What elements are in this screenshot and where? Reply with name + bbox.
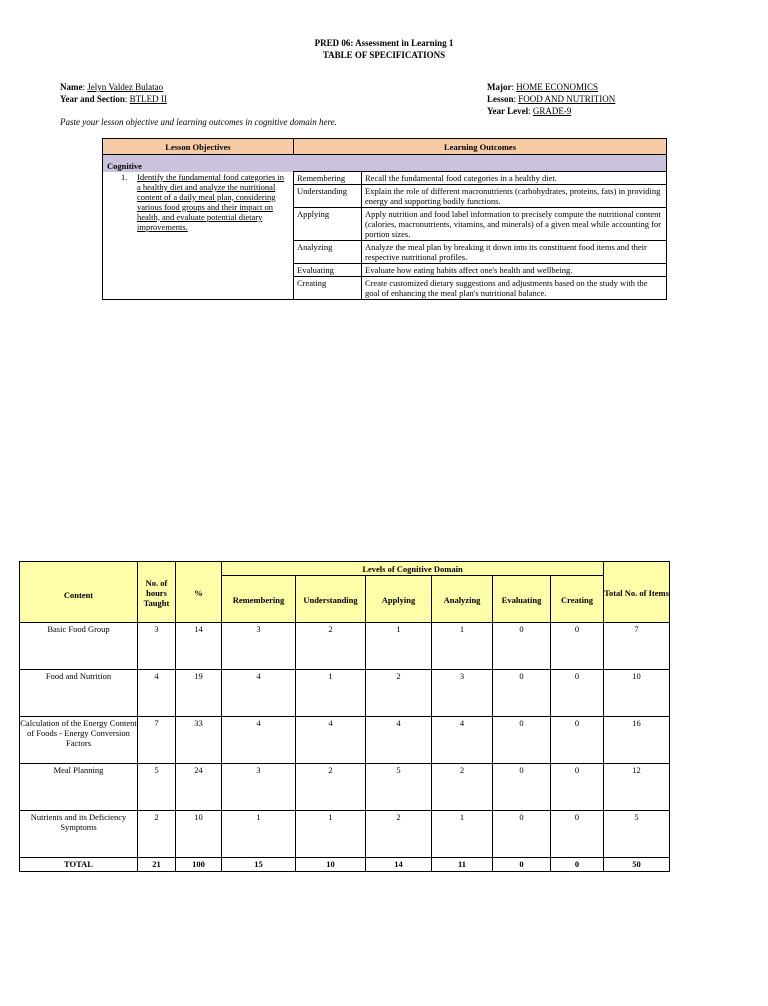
lesson-label: Lesson (487, 94, 514, 104)
row-evaluating: 0 (493, 811, 551, 858)
row-analyzing: 3 (432, 670, 493, 717)
level-header-remembering: Remembering (222, 576, 296, 623)
total-row (20, 858, 670, 872)
objective-text: Identify the fundamental food categories in a healthy diet and analyze the nutritional content of a daily meal plan, considering various food groups and their impact on health, and evaluate potential dietary improvements. (137, 171, 285, 232)
total-label: TOTAL (20, 858, 138, 872)
row-creating: 0 (551, 623, 604, 670)
level-header-applying: Applying (366, 576, 432, 623)
table-row (20, 764, 670, 811)
outcome-text: Create customized dietary suggestions and adjustments based on the study with the goal of enhancing the meal plan's nutritional balance. (362, 277, 667, 300)
row-analyzing: 4 (432, 717, 493, 764)
row-hours: 2 (138, 811, 176, 858)
percent-header: % (176, 562, 222, 623)
student-info (60, 81, 167, 105)
outcome-level: Understanding (294, 185, 362, 208)
total-analyzing: 11 (432, 858, 493, 872)
row-remembering: 3 (222, 764, 296, 811)
row-creating: 0 (551, 764, 604, 811)
row-hours: 5 (138, 764, 176, 811)
section-line: Year and Section: BTLED II (60, 94, 167, 104)
row-content: Basic Food Group (20, 623, 138, 670)
row-remembering: 4 (222, 717, 296, 764)
row-understanding: 1 (296, 811, 366, 858)
row-percent: 19 (176, 670, 222, 717)
row-analyzing: 1 (432, 811, 493, 858)
outcome-level: Applying (294, 208, 362, 241)
level-header-evaluating: Evaluating (493, 576, 551, 623)
row-total: 16 (604, 717, 670, 764)
table-row (20, 623, 670, 670)
row-content: Meal Planning (20, 764, 138, 811)
level-header-analyzing: Analyzing (432, 576, 493, 623)
outcome-text: Explain the role of different macronutrients (carbohydrates, proteins, fats) in providing energy and supporting bodily functions. (362, 185, 667, 208)
hours-header: No. of hours Taught (138, 562, 176, 623)
row-applying: 1 (366, 623, 432, 670)
row-evaluating: 0 (493, 764, 551, 811)
row-hours: 4 (138, 670, 176, 717)
outcomes-header: Learning Outcomes (294, 139, 667, 155)
row-total: 12 (604, 764, 670, 811)
row-total: 5 (604, 811, 670, 858)
total-applying: 14 (366, 858, 432, 872)
objective-number: 1. (121, 171, 128, 182)
level-label: Year Level (487, 106, 529, 116)
table-row (20, 670, 670, 717)
outcome-text: Analyze the meal plan by breaking it down into its constituent food items and their respective nutritional profiles. (362, 241, 667, 264)
row-hours: 7 (138, 717, 176, 764)
total-hours: 21 (138, 858, 176, 872)
row-applying: 2 (366, 811, 432, 858)
total-creating: 0 (551, 858, 604, 872)
name-line: Name: Jelyn Valdez Bulatao (60, 82, 164, 92)
row-analyzing: 1 (432, 623, 493, 670)
row-percent: 10 (176, 811, 222, 858)
level-header-creating: Creating (551, 576, 604, 623)
objectives-header: Lesson Objectives (103, 139, 294, 155)
level-line: Year Level: GRADE-9 (487, 106, 572, 116)
level-header-understanding: Understanding (296, 576, 366, 623)
row-content: Food and Nutrition (20, 670, 138, 717)
row-understanding: 2 (296, 764, 366, 811)
table-row (20, 811, 670, 858)
course-title: PRED 06: Assessment in Learning 1 (314, 38, 454, 48)
row-understanding: 2 (296, 623, 366, 670)
row-understanding: 4 (296, 717, 366, 764)
row-evaluating: 0 (493, 623, 551, 670)
outcome-text: Apply nutrition and food label information to precisely compute the nutritional content (calories, macronutrients, vitamins, and minerals) of a given meal while accounting for portion sizes. (362, 208, 667, 241)
domain-label: Cognitive (103, 155, 667, 172)
total-percent: 100 (176, 858, 222, 872)
row-remembering: 4 (222, 670, 296, 717)
tos-rows (20, 623, 670, 872)
row-applying: 4 (366, 717, 432, 764)
section-value: BTLED II (129, 94, 167, 104)
total-remembering: 15 (222, 858, 296, 872)
total-evaluating: 0 (493, 858, 551, 872)
content-header: Content (20, 562, 138, 623)
major-label: Major (487, 82, 512, 92)
lesson-line: Lesson: FOOD AND NUTRITION (487, 94, 616, 104)
outcome-level: Creating (294, 277, 362, 300)
row-creating: 0 (551, 811, 604, 858)
row-applying: 5 (366, 764, 432, 811)
row-total: 10 (604, 670, 670, 717)
name-value: Jelyn Valdez Bulatao (87, 82, 164, 92)
row-percent: 33 (176, 717, 222, 764)
outcome-text: Evaluate how eating habits affect one's health and wellbeing. (362, 264, 667, 277)
row-analyzing: 2 (432, 764, 493, 811)
row-remembering: 1 (222, 811, 296, 858)
row-hours: 3 (138, 623, 176, 670)
row-content: Calculation of the Energy Content of Foods - Energy Conversion Factors (20, 717, 138, 764)
row-creating: 0 (551, 670, 604, 717)
section-label: Year and Section (60, 94, 125, 104)
specifications-table (19, 561, 670, 872)
total-header: Total No. of Items (604, 562, 670, 623)
levels-header: Levels of Cognitive Domain (222, 562, 604, 576)
name-label: Name (60, 82, 83, 92)
row-percent: 24 (176, 764, 222, 811)
objective-cell (103, 172, 294, 300)
level-value: GRADE-9 (532, 106, 572, 116)
lesson-value: FOOD AND NUTRITION (518, 94, 616, 104)
row-remembering: 3 (222, 623, 296, 670)
row-total: 7 (604, 623, 670, 670)
outcome-level: Analyzing (294, 241, 362, 264)
row-percent: 14 (176, 623, 222, 670)
document-title-block (0, 37, 768, 61)
lesson-info (487, 81, 615, 117)
row-content: Nutrients and its Deficiency Symptoms (20, 811, 138, 858)
document-title: TABLE OF SPECIFICATIONS (322, 50, 446, 60)
row-understanding: 1 (296, 670, 366, 717)
objectives-table (102, 138, 667, 300)
total-understanding: 10 (296, 858, 366, 872)
outcome-level: Remembering (294, 172, 362, 185)
outcome-level: Evaluating (294, 264, 362, 277)
instruction-text: Paste your lesson objective and learning outcomes in cognitive domain here. (60, 117, 337, 127)
major-value: HOME ECONOMICS (516, 82, 599, 92)
major-line: Major: HOME ECONOMICS (487, 82, 599, 92)
table-row (20, 717, 670, 764)
row-evaluating: 0 (493, 670, 551, 717)
total-items: 50 (604, 858, 670, 872)
outcome-text: Recall the fundamental food categories in a healthy diet. (362, 172, 667, 185)
row-creating: 0 (551, 717, 604, 764)
row-evaluating: 0 (493, 717, 551, 764)
row-applying: 2 (366, 670, 432, 717)
